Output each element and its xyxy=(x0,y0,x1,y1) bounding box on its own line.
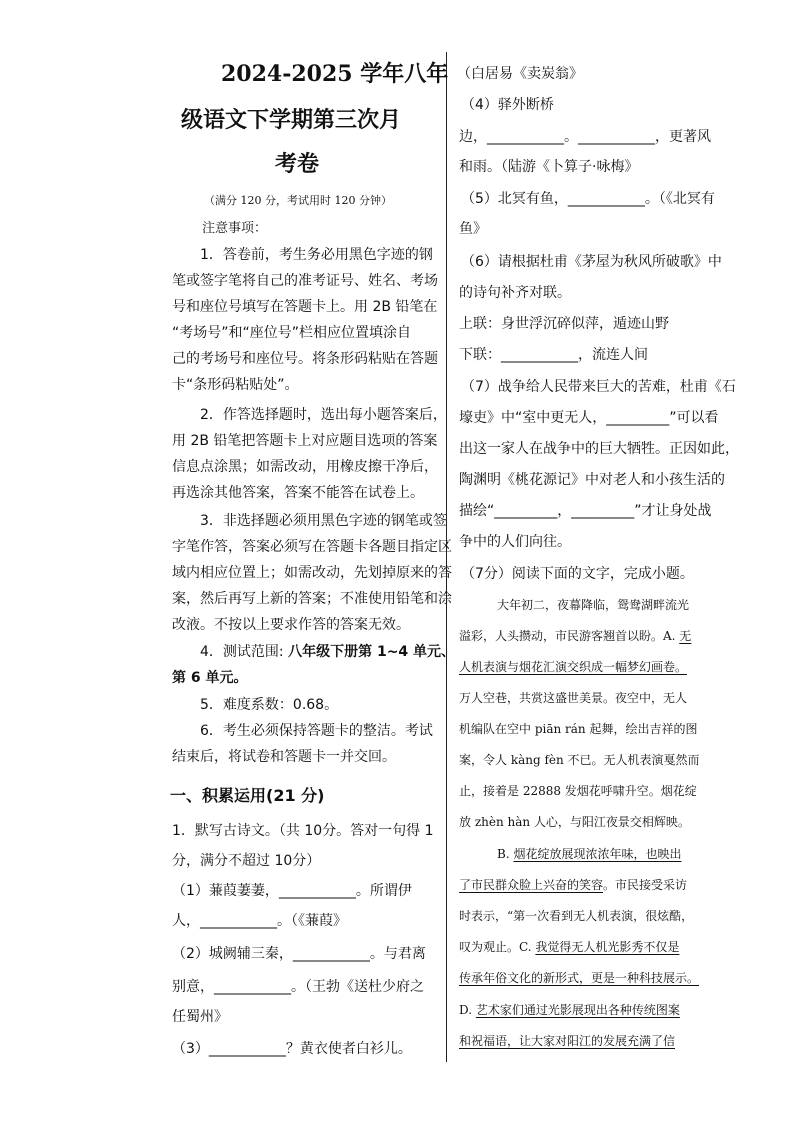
question-line: 和雨。（陆游《卜算子·咏梅》 xyxy=(459,159,639,175)
note-line: 己的考场号和座位号。将条形码粘贴在答题 xyxy=(172,351,438,367)
passage-label-b: B. xyxy=(497,847,514,861)
question-line: 边，___________。___________，更著风 xyxy=(459,129,711,145)
passage-underlined-c: 我觉得无人机光影秀不仅是 xyxy=(535,940,680,954)
note-5: 5．难度系数：0.68。 xyxy=(200,697,339,713)
question-line: 出这一家人在战争中的巨大牺牲。正因如此， xyxy=(459,441,739,457)
passage-underlined-a-cont: 人机表演与烟花汇演交织成一幅梦幻画卷。 xyxy=(459,660,688,674)
passage-underlined-d-cont: 和祝福语，让大家对阳江的发展充满了信 xyxy=(459,1034,676,1048)
note-line: “考场号”和“座位号”栏相应位置填涂自 xyxy=(172,325,412,341)
passage-line: 大年初二，夜幕降临，鸳鸯湖畔流光 xyxy=(497,598,690,612)
question-line: 的诗句补齐对联。 xyxy=(459,285,571,301)
question-line: 陶渊明《桃花源记》中对老人和小孩生活的 xyxy=(459,472,725,488)
notes-heading: 注意事项： xyxy=(202,221,268,236)
question-line: 鱼》 xyxy=(459,221,487,237)
exam-title-line-3: 考卷 xyxy=(275,151,320,177)
note-line: 域内相应位置上；如需改动，先划掉原来的答 xyxy=(172,565,452,581)
question-line: （白居易《卖炭翁》 xyxy=(457,66,583,82)
passage-line xyxy=(459,939,679,955)
question-1-line: 任蜀州》 xyxy=(172,1009,228,1025)
note-line: 卡“条形码粘贴处”。 xyxy=(172,377,299,393)
passage-underlined-b: 烟花绽放展现浓浓年味，也映出 xyxy=(513,847,682,861)
note-line: 号和座位号填写在答题卡上。用 2B 铅笔在 xyxy=(172,299,438,315)
note-line: 字笔作答，答案必须写在答题卡各题目指定区 xyxy=(172,539,452,555)
passage-text: 。市民接受采访 xyxy=(603,878,688,892)
passage-line xyxy=(459,628,691,644)
note-4-range-cont: 第 6 单元。 xyxy=(172,670,248,686)
note-line: 信息点涂黑；如需改动，用橡皮擦干净后， xyxy=(172,459,438,475)
column-divider xyxy=(446,52,447,1062)
note-4-range: 八年级下册第 1~4 单元、 xyxy=(288,644,456,660)
question-1-line: 分，满分不超过 10分） xyxy=(172,853,321,869)
passage-label-d: D. xyxy=(459,1003,476,1017)
note-6: 6．考生必须保持答题卡的整洁。考试 xyxy=(200,723,433,739)
passage-line: 时表示，“第一次看到无人机表演，很炫酷， xyxy=(459,909,694,923)
passage-underlined-a: 无 xyxy=(679,629,692,643)
passage-underlined-c-cont: 传承年俗文化的新形式，更是一种科技展示。 xyxy=(459,971,700,985)
passage-text: 溢彩，人头攒动，市民游客翘首以盼。A. xyxy=(459,629,680,643)
passage-line: 万人空巷，共赏这盛世美景。夜空中，无人 xyxy=(459,691,688,705)
passage-line: 案，令人 kàng fèn 不已。无人机表演戛然而 xyxy=(459,753,700,767)
question-line: （7）战争给人民带来巨大的苦难，杜甫《石 xyxy=(461,379,736,395)
exam-title-line-2: 级语文下学期第三次月 xyxy=(181,107,402,133)
question-line: 描绘“_________，_________”才让身处战 xyxy=(459,503,712,519)
exam-title-line-1: 2024-2025 学年八年 xyxy=(221,61,449,87)
section-heading: 一、积累运用(21 分) xyxy=(170,786,325,805)
passage-line: 止，接着是 22888 发烟花呼啸升空。烟花绽 xyxy=(459,784,697,798)
note-line: 案，然后再写上新的答案；不准使用铅笔和涂 xyxy=(172,591,452,607)
note-line: 3．非选择题必须用黑色字迹的钢笔或签 xyxy=(200,513,447,529)
passage-line xyxy=(459,1002,680,1018)
passage-underlined-d: 艺术家们通过光影展现出各种传统图案 xyxy=(475,1003,680,1017)
note-line: 改液。不按以上要求作答的答案无效。 xyxy=(172,617,410,633)
passage-line xyxy=(497,846,681,862)
question-line: 争中的人们向往。 xyxy=(459,534,571,550)
question-1-line: 别意，___________。（王勃《送杜少府之 xyxy=(172,979,424,995)
passage-line xyxy=(459,877,687,893)
reading-instruction: （7分）阅读下面的文字，完成小题。 xyxy=(461,566,694,582)
question-line: （4）驿外断桥 xyxy=(461,97,554,113)
couplet-upper: 上联：身世浮沉碎似萍，遁迹山野 xyxy=(459,316,669,332)
question-1-line: 人，___________。（《蒹葭》 xyxy=(172,913,347,929)
question-1-line: （1）蒹葭萋萋，___________。所谓伊 xyxy=(172,883,412,899)
note-line: 笔或签字笔将自己的准考证号、姓名、考场 xyxy=(172,273,438,289)
couplet-lower: 下联：___________，流连人间 xyxy=(459,347,648,363)
exam-subtitle: （满分 120 分，考试用时 120 分钟） xyxy=(204,194,392,207)
passage-line: 机编队在空中 piān rán 起舞，绘出吉祥的图 xyxy=(459,722,698,736)
note-line: 再选涂其他答案，答案不能答在试卷上。 xyxy=(172,485,424,501)
note-line: 2．作答选择题时，选出每小题答案后， xyxy=(200,407,447,423)
note-4 xyxy=(200,643,455,661)
question-line: （6）请根据杜甫《茅屋为秋风所破歌》中 xyxy=(461,254,722,270)
question-1-line: 1．默写古诗文。（共 10分。答对一句得 1 xyxy=(172,823,434,839)
note-line: 1．答卷前，考生务必用黑色字迹的钢 xyxy=(200,247,433,263)
question-1-line: （3）___________？黄衣使者白衫儿。 xyxy=(172,1041,412,1057)
passage-line: 放 zhèn hàn 人心，与阳江夜景交相辉映。 xyxy=(459,815,690,829)
note-6-cont: 结束后，将试卷和答题卡一并交回。 xyxy=(172,749,396,765)
passage-label-c: 叹为观止。C. xyxy=(459,940,536,954)
passage-underlined-b-cont: 了市民群众脸上兴奋的笑容 xyxy=(459,878,604,892)
note-line: 用 2B 铅笔把答题卡上对应题目选项的答案 xyxy=(172,433,438,449)
question-line: （5）北冥有鱼，___________。（《北冥有 xyxy=(461,191,715,207)
question-line: 壕吏》中“室中更无人，_________”可以看 xyxy=(459,410,719,426)
note-4-label: 4．测试范围: xyxy=(200,644,289,660)
question-1-line: （2）城阙辅三秦，___________。与君离 xyxy=(172,946,426,962)
